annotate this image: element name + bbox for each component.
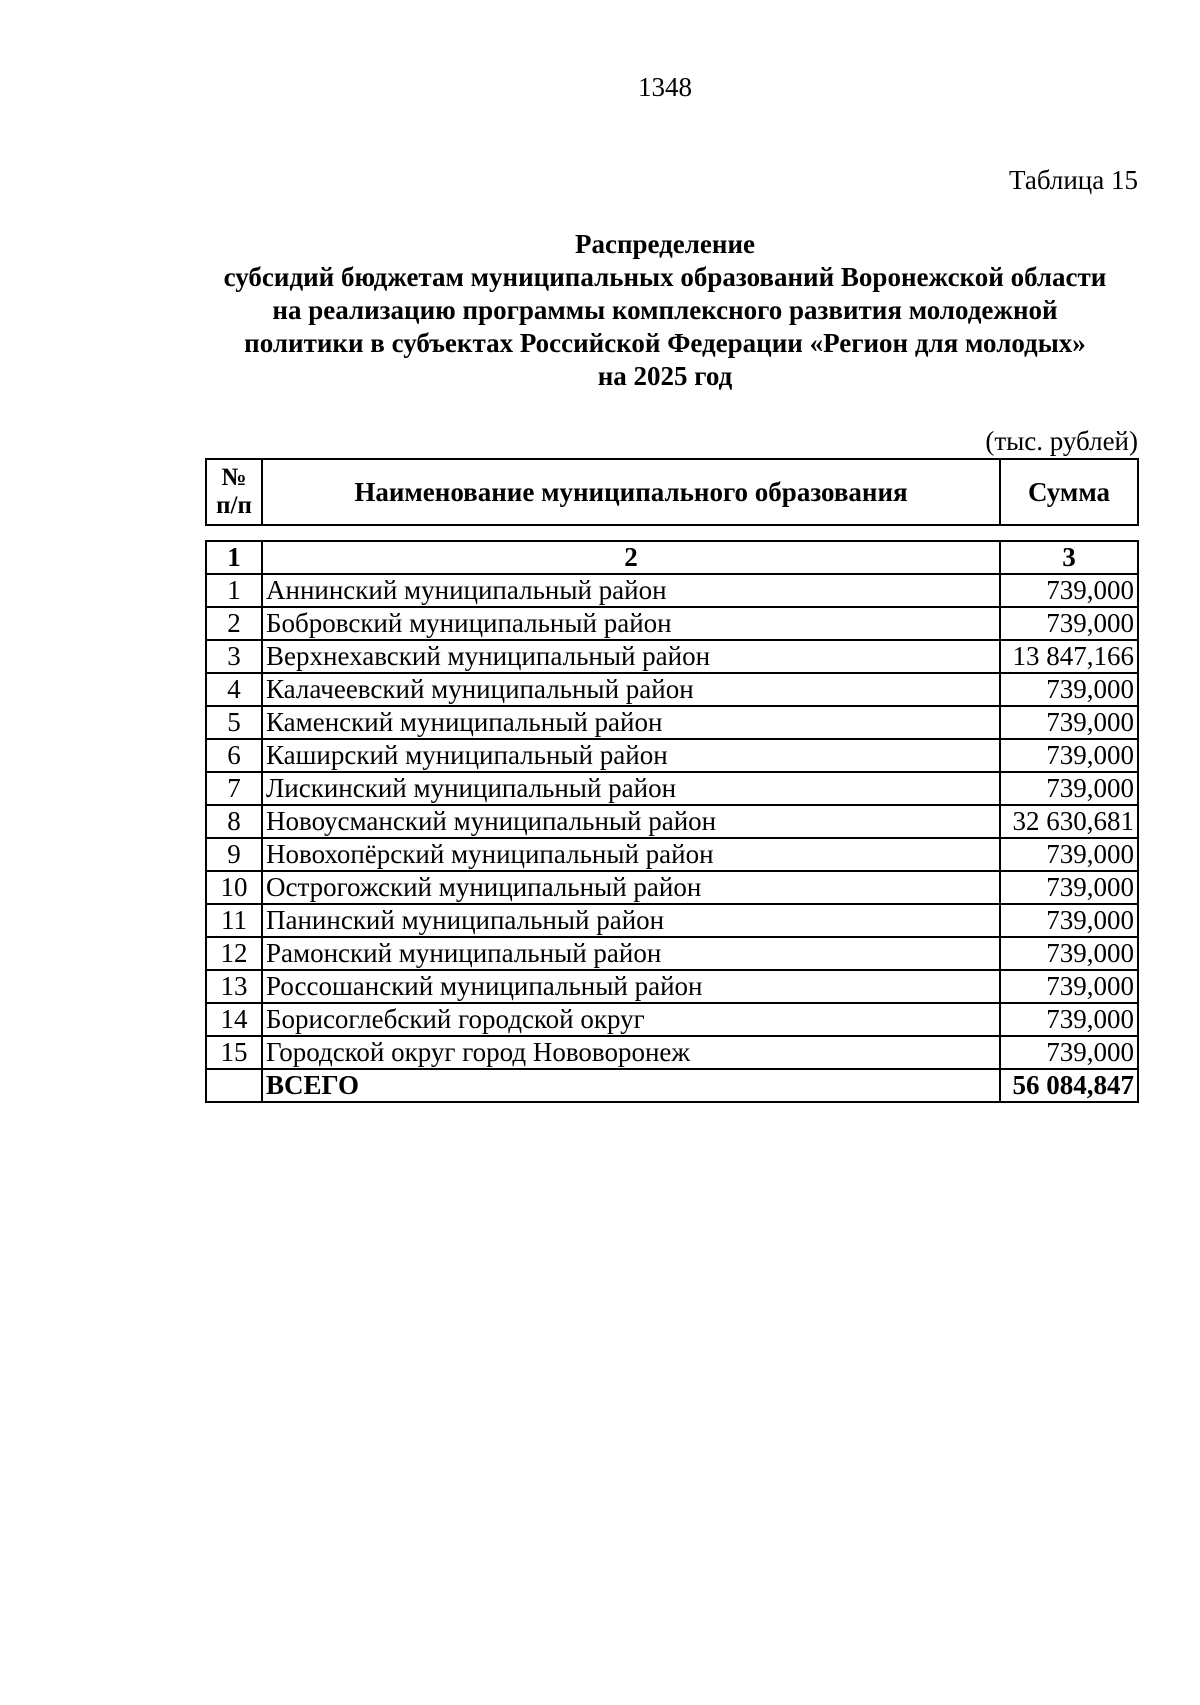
row-number: 12 [206, 937, 262, 970]
row-number: 9 [206, 838, 262, 871]
table-body [206, 541, 1138, 1102]
header-name: Наименование муниципального образования [262, 459, 1000, 525]
row-sum: 739,000 [1000, 607, 1138, 640]
column-number: 1 [206, 541, 262, 574]
table-row [206, 871, 1138, 904]
row-number: 8 [206, 805, 262, 838]
row-name: Городской округ город Нововоронеж [262, 1036, 1000, 1069]
header-sum: Сумма [1000, 459, 1138, 525]
row-name: Рамонский муниципальный район [262, 937, 1000, 970]
table-row [206, 838, 1138, 871]
row-sum: 739,000 [1000, 772, 1138, 805]
row-name: Каменский муниципальный район [262, 706, 1000, 739]
table-row [206, 904, 1138, 937]
row-number: 1 [206, 574, 262, 607]
row-sum: 739,000 [1000, 739, 1138, 772]
table-label: Таблица 15 [1009, 165, 1138, 195]
title-line: политики в субъектах Российской Федерации «Регион для молодых» [244, 328, 1086, 358]
row-name: Борисоглебский городской округ [262, 1003, 1000, 1036]
row-number: 13 [206, 970, 262, 1003]
row-name: Острогожский муниципальный район [262, 871, 1000, 904]
row-name: Лискинский муниципальный район [262, 772, 1000, 805]
row-name: Россошанский муниципальный район [262, 970, 1000, 1003]
table-row [206, 970, 1138, 1003]
row-name: Новоусманский муниципальный район [262, 805, 1000, 838]
title-line: на 2025 год [597, 361, 733, 391]
title-line: субсидий бюджетам муниципальных образований Воронежской области [223, 262, 1107, 292]
table-row [206, 574, 1138, 607]
table-row [206, 1003, 1138, 1036]
total-row [206, 1069, 1138, 1102]
table-row [206, 640, 1138, 673]
row-sum: 32 630,681 [1000, 805, 1138, 838]
header-number [206, 459, 262, 525]
table-row [206, 1036, 1138, 1069]
row-sum: 13 847,166 [1000, 640, 1138, 673]
table-row [206, 607, 1138, 640]
row-number: 3 [206, 640, 262, 673]
table-row [206, 706, 1138, 739]
table-row [206, 937, 1138, 970]
total-sum: 56 084,847 [1000, 1069, 1138, 1102]
header-number-sign: № [221, 464, 247, 491]
row-number: 11 [206, 904, 262, 937]
row-sum: 739,000 [1000, 574, 1138, 607]
row-number: 7 [206, 772, 262, 805]
row-number: 15 [206, 1036, 262, 1069]
distribution-table [205, 540, 1139, 1103]
page-number: 1348 [638, 72, 692, 102]
table-row [206, 673, 1138, 706]
row-sum: 739,000 [1000, 673, 1138, 706]
row-number: 6 [206, 739, 262, 772]
row-name: Панинский муниципальный район [262, 904, 1000, 937]
row-name: Калачеевский муниципальный район [262, 673, 1000, 706]
row-sum: 739,000 [1000, 1003, 1138, 1036]
row-sum: 739,000 [1000, 970, 1138, 1003]
row-sum: 739,000 [1000, 1036, 1138, 1069]
column-number-row [206, 541, 1138, 574]
row-number: 4 [206, 673, 262, 706]
units-note: (тыс. рублей) [985, 426, 1138, 456]
column-number: 3 [1000, 541, 1138, 574]
row-name: Каширский муниципальный район [262, 739, 1000, 772]
document-title [190, 228, 1140, 393]
row-sum: 739,000 [1000, 871, 1138, 904]
row-sum: 739,000 [1000, 937, 1138, 970]
total-number [206, 1069, 262, 1102]
header-number-abbr: п/п [216, 492, 252, 519]
title-line: на реализацию программы комплексного развития молодежной [272, 295, 1058, 325]
column-number: 2 [262, 541, 1000, 574]
row-name: Верхнехавский муниципальный район [262, 640, 1000, 673]
row-number: 10 [206, 871, 262, 904]
row-name: Новохопёрский муниципальный район [262, 838, 1000, 871]
table-row [206, 739, 1138, 772]
row-sum: 739,000 [1000, 706, 1138, 739]
row-name: Аннинский муниципальный район [262, 574, 1000, 607]
row-sum: 739,000 [1000, 838, 1138, 871]
row-name: Бобровский муниципальный район [262, 607, 1000, 640]
title-line: Распределение [574, 229, 756, 259]
table-row [206, 772, 1138, 805]
row-number: 2 [206, 607, 262, 640]
table-header [205, 458, 1139, 526]
row-sum: 739,000 [1000, 904, 1138, 937]
row-number: 5 [206, 706, 262, 739]
total-label: ВСЕГО [262, 1069, 1000, 1102]
table-row [206, 805, 1138, 838]
row-number: 14 [206, 1003, 262, 1036]
